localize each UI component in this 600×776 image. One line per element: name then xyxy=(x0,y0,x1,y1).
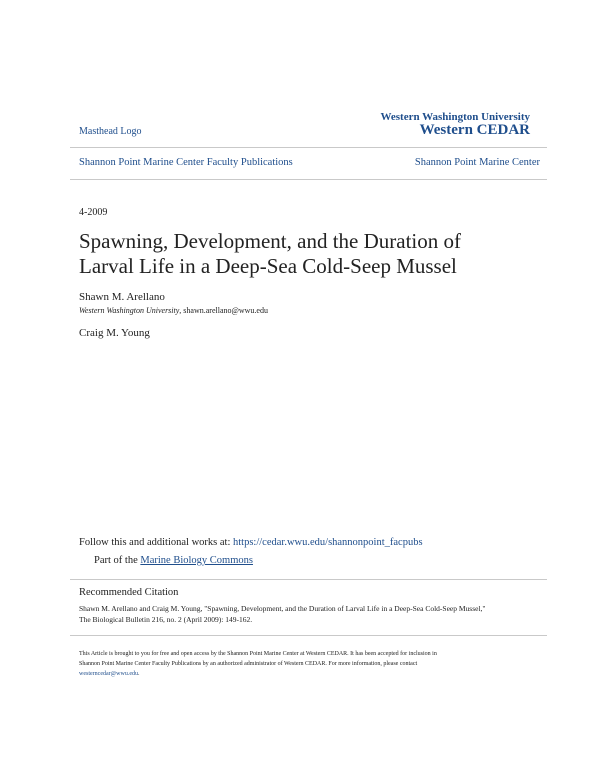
contact-email-link[interactable]: westerncedar@wwu.edu xyxy=(79,671,139,677)
notice-line-2: Shannon Point Marine Center Faculty Publications by an authorized administrator of Western CEDAR. For more information, please contact xyxy=(79,661,418,667)
author-email[interactable]: shawn.arellano@wwu.edu xyxy=(183,306,268,315)
part-of-line xyxy=(94,555,253,566)
center-link[interactable]: Shannon Point Marine Center xyxy=(414,157,540,168)
collection-link[interactable]: Shannon Point Marine Center Faculty Publications xyxy=(79,157,293,168)
masthead-logo-link[interactable]: Masthead Logo xyxy=(79,126,142,137)
header-divider xyxy=(70,147,547,148)
title-line-1: Spawning, Development, and the Duration of xyxy=(79,229,461,253)
institution-name[interactable]: Western Washington University xyxy=(380,111,530,123)
follow-url-link[interactable]: https://cedar.wwu.edu/shannonpoint_facpubs xyxy=(233,537,423,548)
article-title xyxy=(79,229,499,279)
title-line-2: Larval Life in a Deep-Sea Cold-Seep Mussel xyxy=(79,254,457,278)
notice-end: . xyxy=(138,671,140,677)
citation-divider-bottom xyxy=(70,635,547,636)
part-of-text: Part of the xyxy=(94,555,141,566)
publication-date: 4-2009 xyxy=(79,207,108,218)
affiliation-name: Western Washington University xyxy=(79,306,180,315)
access-notice xyxy=(79,649,549,679)
citation-heading: Recommended Citation xyxy=(79,587,179,598)
notice-line-3 xyxy=(79,669,549,679)
citation-body xyxy=(79,603,549,625)
commons-link[interactable]: Marine Biology Commons xyxy=(140,555,253,566)
author-affiliation: Western Washington University, shawn.arellano@wwu.edu xyxy=(79,306,268,315)
author-name-2: Craig M. Young xyxy=(79,327,150,339)
follow-line xyxy=(79,537,423,548)
notice-line-1: This Article is brought to you for free and open access by the Shannon Point Marine Center at Western CEDAR. It has been accepted for inclusion in xyxy=(79,651,437,657)
citation-line-1: Shawn M. Arellano and Craig M. Young, "Spawning, Development, and the Duration of Larval Life in a Deep-Sea Cold-Seep Mussel," xyxy=(79,604,486,613)
repository-name[interactable]: Western CEDAR xyxy=(419,122,530,138)
citation-divider-top xyxy=(70,579,547,580)
author-name: Shawn M. Arellano xyxy=(79,291,165,303)
citation-line-2: The Biological Bulletin 216, no. 2 (April 2009): 149-162. xyxy=(79,615,253,624)
nav-divider xyxy=(70,179,547,180)
follow-text: Follow this and additional works at: xyxy=(79,537,233,548)
